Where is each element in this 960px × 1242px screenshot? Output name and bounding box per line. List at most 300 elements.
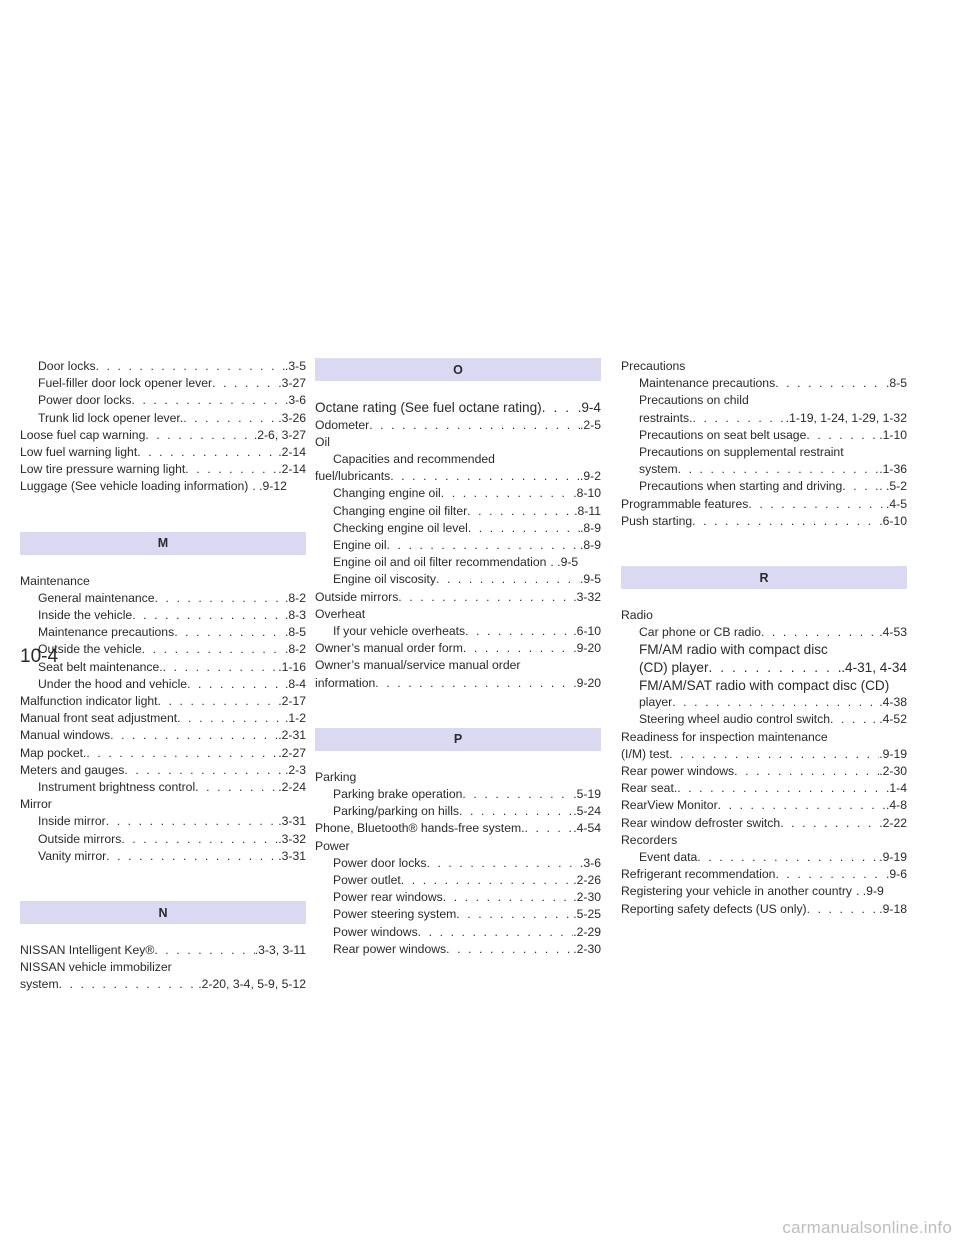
entry-page-ref: .2-20, 3-4, 5-9, 5-12: [198, 977, 306, 992]
index-column-1: [20, 358, 306, 994]
index-entry: [20, 607, 306, 624]
index-entry: [315, 434, 601, 451]
entry-page-ref: .3-6: [284, 393, 306, 408]
entry-page-ref: .3-31: [278, 848, 306, 863]
section-letter-p: P: [315, 728, 601, 751]
entry-label: Power outlet: [333, 873, 401, 888]
index-entry: [621, 901, 907, 918]
dot-leader: [124, 762, 285, 779]
index-entry: [621, 427, 907, 444]
dot-leader: [692, 513, 879, 530]
index-entry: [315, 855, 601, 872]
entry-page-ref: .3-3, 3-11: [254, 943, 306, 958]
entry-label: Push starting: [621, 513, 693, 528]
index-entry: [20, 427, 306, 444]
index-entry: [621, 478, 907, 495]
entry-label: NISSAN vehicle immobilizer: [20, 960, 172, 975]
entry-label: Maintenance precautions: [639, 376, 776, 391]
entry-label: (CD) player: [639, 660, 709, 676]
dot-leader: [174, 624, 285, 641]
entry-page-ref: .6-10: [879, 513, 907, 528]
index-entry: [20, 659, 306, 676]
dot-leader: [463, 640, 573, 657]
entry-label: Low tire pressure warning light: [20, 462, 186, 477]
index-entry: [315, 786, 601, 803]
index-entry: [20, 624, 306, 641]
dot-leader: [158, 693, 279, 710]
index-entry: [20, 745, 306, 762]
entry-label: fuel/lubricants: [315, 469, 391, 484]
index-entry: [315, 924, 601, 941]
entry-label: Maintenance: [20, 573, 90, 588]
entry-label: Inside the vehicle: [38, 608, 133, 623]
dot-leader: [446, 941, 573, 958]
index-entry: [20, 762, 306, 779]
entry-label: Rear seat.: [621, 781, 678, 796]
entry-label: Checking engine oil level: [333, 520, 468, 535]
entry-page-ref: .8-3: [284, 608, 306, 623]
entry-page-ref: .9-2: [579, 469, 601, 484]
entry-page-ref: . .9-12: [252, 479, 287, 494]
dot-leader: [154, 942, 254, 959]
entry-label: Engine oil: [333, 538, 387, 553]
index-entry: [20, 848, 306, 865]
entry-page-ref: .4-53: [879, 625, 907, 640]
entry-page-ref: .3-27: [278, 376, 306, 391]
index-entry: [621, 780, 907, 797]
entry-label: Changing engine oil: [333, 486, 441, 501]
entry-label: Registering your vehicle in another country: [621, 884, 853, 899]
dot-leader: [462, 786, 573, 803]
entry-label: Trunk lid lock opener lever.: [38, 410, 184, 425]
dot-leader: [195, 779, 278, 796]
index-entry: [20, 461, 306, 478]
entry-label: Steering wheel audio control switch: [639, 712, 831, 727]
entry-page-ref: .4-31, 4-34: [841, 660, 907, 676]
index-entry: [20, 779, 306, 796]
entry-label: Power door locks: [333, 855, 427, 870]
entry-page-ref: .8-2: [284, 590, 306, 605]
entry-label: Refrigerant recommendation: [621, 867, 776, 882]
index-entry: [20, 727, 306, 744]
entry-page-ref: .8-2: [284, 642, 306, 657]
index-entry: [621, 832, 907, 849]
index-entry: [315, 640, 601, 657]
entry-label: Outside the vehicle: [38, 642, 142, 657]
entry-label: Engine oil and oil filter recommendation: [333, 555, 547, 570]
dot-leader: [390, 468, 580, 485]
entry-label: FM/AM radio with compact disc: [639, 642, 828, 658]
dot-leader: [59, 976, 199, 993]
dot-leader: [709, 659, 842, 677]
index-entry: [20, 590, 306, 607]
entry-label: information: [315, 675, 376, 690]
entry-label: restraints.: [639, 410, 693, 425]
entry-label: If your vehicle overheats: [333, 624, 466, 639]
entry-page-ref: .2-30: [879, 764, 907, 779]
entry-label: Vanity mirror: [38, 848, 107, 863]
index-entry: [621, 496, 907, 513]
section-letter-m: M: [20, 532, 306, 555]
entry-label: Recorders: [621, 832, 678, 847]
index-entry: [315, 589, 601, 606]
index-entry: [315, 520, 601, 537]
index-entry: [315, 571, 601, 588]
entry-page-ref: .5-19: [573, 787, 601, 802]
dot-leader: [443, 889, 573, 906]
entry-label: Car phone or CB radio: [639, 625, 761, 640]
entry-label: Parking: [315, 769, 357, 784]
entry-page-ref: .2-6, 3-27: [253, 427, 306, 442]
dot-leader: [187, 676, 285, 693]
index-entry: [315, 537, 601, 554]
index-entry: [20, 710, 306, 727]
dot-leader: [748, 496, 886, 513]
dot-leader: [110, 727, 278, 744]
dot-leader: [677, 780, 886, 797]
entry-label: Radio: [621, 608, 653, 623]
entry-label: Loose fuel cap warning: [20, 427, 146, 442]
entry-label: Parking brake operation: [333, 787, 463, 802]
dot-leader: [106, 813, 278, 830]
index-entry: [20, 478, 306, 495]
dot-leader: [830, 711, 872, 728]
entry-page-ref: .1-2: [284, 711, 306, 726]
index-entry: [315, 675, 601, 692]
entry-page-ref: .6-10: [573, 624, 601, 639]
dot-leader: [693, 410, 786, 427]
entry-label: Power: [315, 838, 350, 853]
entry-page-ref: .8-5: [284, 625, 306, 640]
index-column-2: [315, 358, 601, 958]
index-entry: [315, 606, 601, 623]
entry-page-ref: .5-24: [573, 804, 601, 819]
entry-label: Power door locks: [38, 393, 132, 408]
entry-page-ref: . .9-5: [550, 555, 579, 570]
index-entry: [621, 641, 907, 659]
entry-label: Inside mirror: [38, 814, 106, 829]
index-entry: [20, 796, 306, 813]
dot-leader: [398, 589, 573, 606]
dot-leader: [131, 392, 285, 409]
entry-label: Precautions when starting and driving: [639, 479, 843, 494]
dot-leader: [436, 571, 580, 588]
entry-page-ref: .4-5: [885, 496, 907, 511]
entry-page-ref: .3-32: [573, 589, 601, 604]
entry-label: Meters and gauges: [20, 762, 125, 777]
index-entry: [621, 375, 907, 392]
index-entry: [315, 820, 601, 837]
entry-label: Overheat: [315, 606, 366, 621]
index-entry: [315, 657, 601, 674]
entry-page-ref: .3-26: [278, 410, 306, 425]
dot-leader: [734, 763, 879, 780]
entry-page-ref: .8-9: [579, 520, 601, 535]
index-entry: [315, 872, 601, 889]
entry-label: Rear power windows: [621, 764, 735, 779]
entry-page-ref: .2-14: [278, 445, 306, 460]
entry-page-ref: .2-30: [573, 941, 601, 956]
index-entry: [621, 883, 907, 900]
entry-label: system: [639, 462, 678, 477]
entry-label: Power rear windows: [333, 890, 443, 905]
dot-leader: [106, 848, 278, 865]
entry-label: Rear power windows: [333, 941, 447, 956]
entry-label: player: [639, 695, 673, 710]
index-entry: [621, 866, 907, 883]
dot-leader: [418, 924, 574, 941]
entry-label: Seat belt maintenance.: [38, 659, 163, 674]
dot-leader: [212, 375, 278, 392]
entry-label: Engine oil viscosity: [333, 572, 436, 587]
index-entry: [315, 623, 601, 640]
index-entry: [20, 375, 306, 392]
entry-label: Parking/parking on hills: [333, 804, 460, 819]
dot-leader: [121, 831, 278, 848]
entry-page-ref: .3-6: [579, 855, 601, 870]
dot-leader: [467, 503, 574, 520]
index-entry: [621, 624, 907, 641]
index-entry: [621, 444, 907, 461]
entry-page-ref: .4-8: [885, 798, 907, 813]
index-entry: [621, 677, 907, 695]
watermark: carmanualsonline.info: [782, 1218, 952, 1237]
index-entry: [315, 417, 601, 434]
entry-label: Door locks: [38, 359, 96, 373]
entry-label: Capacities and recommended: [333, 452, 495, 466]
dot-leader: [142, 641, 285, 658]
dot-leader: [775, 375, 886, 392]
entry-label: Manual front seat adjustment: [20, 711, 178, 726]
dot-leader: [456, 906, 573, 923]
entry-label: Outside mirrors: [38, 831, 122, 846]
entry-page-ref: .2-31: [278, 728, 306, 743]
entry-page-ref: .9-20: [573, 675, 601, 690]
entry-label: Octane rating (See fuel octane rating): [315, 400, 542, 415]
index-entry: [315, 399, 601, 417]
index-entry: [20, 693, 306, 710]
entry-page-ref: .1-10: [879, 427, 907, 442]
dot-leader: [459, 803, 573, 820]
entry-page-ref: .8-5: [885, 376, 907, 391]
entry-label: Reporting safety defects (US only): [621, 901, 807, 916]
index-entry: [315, 906, 601, 923]
section-letter-n: N: [20, 901, 306, 924]
section-letter-r: R: [621, 566, 907, 589]
index-entry: [621, 358, 907, 375]
entry-page-ref: .1-4: [885, 781, 907, 796]
entry-label: Precautions: [621, 359, 686, 373]
entry-label: Malfunction indicator light: [20, 694, 158, 709]
index-entry: [621, 513, 907, 530]
index-entry: [20, 444, 306, 461]
dot-leader: [155, 590, 285, 607]
index-entry: [315, 468, 601, 485]
entry-label: Precautions on supplemental restraint: [639, 445, 844, 460]
index-entry: [621, 711, 907, 728]
entry-label: (I/M) test: [621, 746, 670, 761]
entry-page-ref: .8-4: [284, 676, 306, 691]
entry-page-ref: .9-20: [573, 641, 601, 656]
entry-label: Maintenance precautions: [38, 625, 175, 640]
entry-page-ref: .9-19: [879, 850, 907, 865]
dot-leader: [761, 624, 879, 641]
index-entry: [621, 815, 907, 832]
entry-page-ref: .4-54: [573, 821, 601, 836]
entry-label: Power steering system: [333, 907, 457, 922]
entry-label: Instrument brightness control: [38, 780, 196, 795]
entry-label: Outside mirrors: [315, 589, 399, 604]
entry-page-ref: .3-31: [278, 814, 306, 829]
index-entry: [20, 358, 306, 375]
dot-leader: [401, 872, 573, 889]
dot-leader: [807, 901, 880, 918]
entry-label: Odometer: [315, 417, 370, 432]
entry-label: Luggage (See vehicle loading information): [20, 479, 249, 494]
index-entry: [20, 813, 306, 830]
entry-page-ref: .5-25: [573, 907, 601, 922]
entry-page-ref: .2-5: [579, 417, 601, 432]
index-entry: [20, 573, 306, 590]
entry-label: Power windows: [333, 924, 418, 939]
dot-leader: [86, 745, 278, 762]
index-entry: [315, 554, 601, 571]
dot-leader: [775, 866, 886, 883]
index-entry: [621, 607, 907, 624]
entry-label: Precautions on seat belt usage: [639, 427, 807, 442]
index-entry: [621, 410, 907, 427]
dot-leader: [132, 607, 285, 624]
entry-page-ref: . .9-9: [856, 884, 884, 899]
entry-page-ref: .2-30: [573, 890, 601, 905]
dot-leader: [183, 410, 278, 427]
index-entry: [621, 797, 907, 814]
entry-label: Precautions on child: [639, 393, 749, 408]
entry-page-ref: .2-27: [278, 745, 306, 760]
entry-label: Changing engine oil filter: [333, 503, 468, 518]
entry-page-ref: .8-11: [574, 503, 601, 518]
entry-page-ref: .1-19, 1-24, 1-29, 1-32: [785, 410, 907, 425]
entry-page-ref: .4-38: [879, 695, 907, 710]
entry-page-ref: .1-36: [879, 462, 907, 477]
dot-leader: [672, 694, 879, 711]
entry-page-ref: . .5-2: [879, 479, 907, 494]
entry-page-ref: .2-26: [573, 873, 601, 888]
entry-page-ref: .2-24: [278, 780, 306, 795]
index-entry: [315, 803, 601, 820]
entry-page-ref: .8-9: [579, 538, 601, 553]
dot-leader: [669, 746, 879, 763]
index-entry: [20, 831, 306, 848]
index-entry: [621, 694, 907, 711]
entry-page-ref: .1-16: [278, 659, 306, 674]
dot-leader: [375, 675, 573, 692]
dot-leader: [525, 820, 574, 837]
dot-leader: [542, 399, 578, 417]
dot-leader: [177, 710, 285, 727]
entry-label: General maintenance: [38, 590, 155, 605]
entry-page-ref: .9-4: [577, 400, 601, 415]
index-column-3: [621, 358, 907, 918]
entry-page-ref: .2-22: [879, 815, 907, 830]
entry-page-ref: .9-18: [879, 901, 907, 916]
entry-label: Programmable features: [621, 496, 749, 511]
index-entry: [621, 659, 907, 677]
index-entry: [315, 485, 601, 502]
index-entry: [20, 976, 306, 993]
page-number: 10-4: [20, 646, 59, 667]
entry-label: Fuel-filler door lock opener lever: [38, 376, 213, 391]
entry-page-ref: .8-10: [573, 486, 601, 501]
index-entry: [315, 769, 601, 786]
index-entry: [621, 729, 907, 746]
index-entry: [20, 676, 306, 693]
index-entry: [621, 849, 907, 866]
entry-page-ref: .9-5: [579, 572, 601, 587]
entry-label: FM/AM/SAT radio with compact disc (CD): [639, 677, 890, 693]
dot-leader: [780, 815, 879, 832]
dot-leader: [842, 478, 879, 495]
dot-leader: [468, 520, 580, 537]
dot-leader: [369, 417, 580, 434]
index-entry: [315, 838, 601, 855]
index-entry: [20, 392, 306, 409]
index-entry: [20, 410, 306, 427]
index-entry: [621, 746, 907, 763]
entry-label: Map pocket.: [20, 745, 87, 760]
index-entry: [20, 959, 306, 976]
dot-leader: [96, 358, 285, 375]
entry-page-ref: .2-29: [573, 924, 601, 939]
entry-page-ref: . .4-52: [872, 712, 907, 727]
index-entry: [315, 889, 601, 906]
section-letter-o: O: [315, 358, 601, 381]
entry-label: Event data: [639, 850, 698, 865]
index-entry: [315, 503, 601, 520]
dot-leader: [185, 461, 278, 478]
entry-page-ref: .9-19: [879, 746, 907, 761]
entry-label: NISSAN Intelligent Key®: [20, 943, 155, 958]
entry-label: Under the hood and vehicle: [38, 676, 188, 691]
entry-label: system: [20, 977, 59, 992]
entry-label: Oil: [315, 434, 330, 449]
entry-page-ref: .2-14: [278, 462, 306, 477]
entry-page-ref: .3-32: [278, 831, 306, 846]
index-entry: [621, 461, 907, 478]
entry-page-ref: .3-5: [284, 359, 306, 373]
entry-page-ref: .9-6: [885, 867, 907, 882]
dot-leader: [465, 623, 573, 640]
index-entry: [20, 942, 306, 959]
dot-leader: [806, 427, 879, 444]
entry-page-ref: .2-17: [278, 694, 306, 709]
dot-leader: [137, 444, 278, 461]
index-entry: [20, 641, 306, 658]
index-entry: [621, 392, 907, 409]
entry-label: Low fuel warning light: [20, 445, 138, 460]
index-entry: [621, 763, 907, 780]
entry-label: Mirror: [20, 797, 52, 812]
dot-leader: [145, 427, 253, 444]
dot-leader: [718, 797, 886, 814]
entry-label: RearView Monitor: [621, 798, 718, 813]
dot-leader: [697, 849, 879, 866]
dot-leader: [441, 485, 573, 502]
entry-label: Owner’s manual/service manual order: [315, 658, 521, 673]
dot-leader: [387, 537, 580, 554]
entry-label: Readiness for inspection maintenance: [621, 729, 828, 744]
entry-label: Phone, Bluetooth® hands-free system.: [315, 821, 525, 836]
